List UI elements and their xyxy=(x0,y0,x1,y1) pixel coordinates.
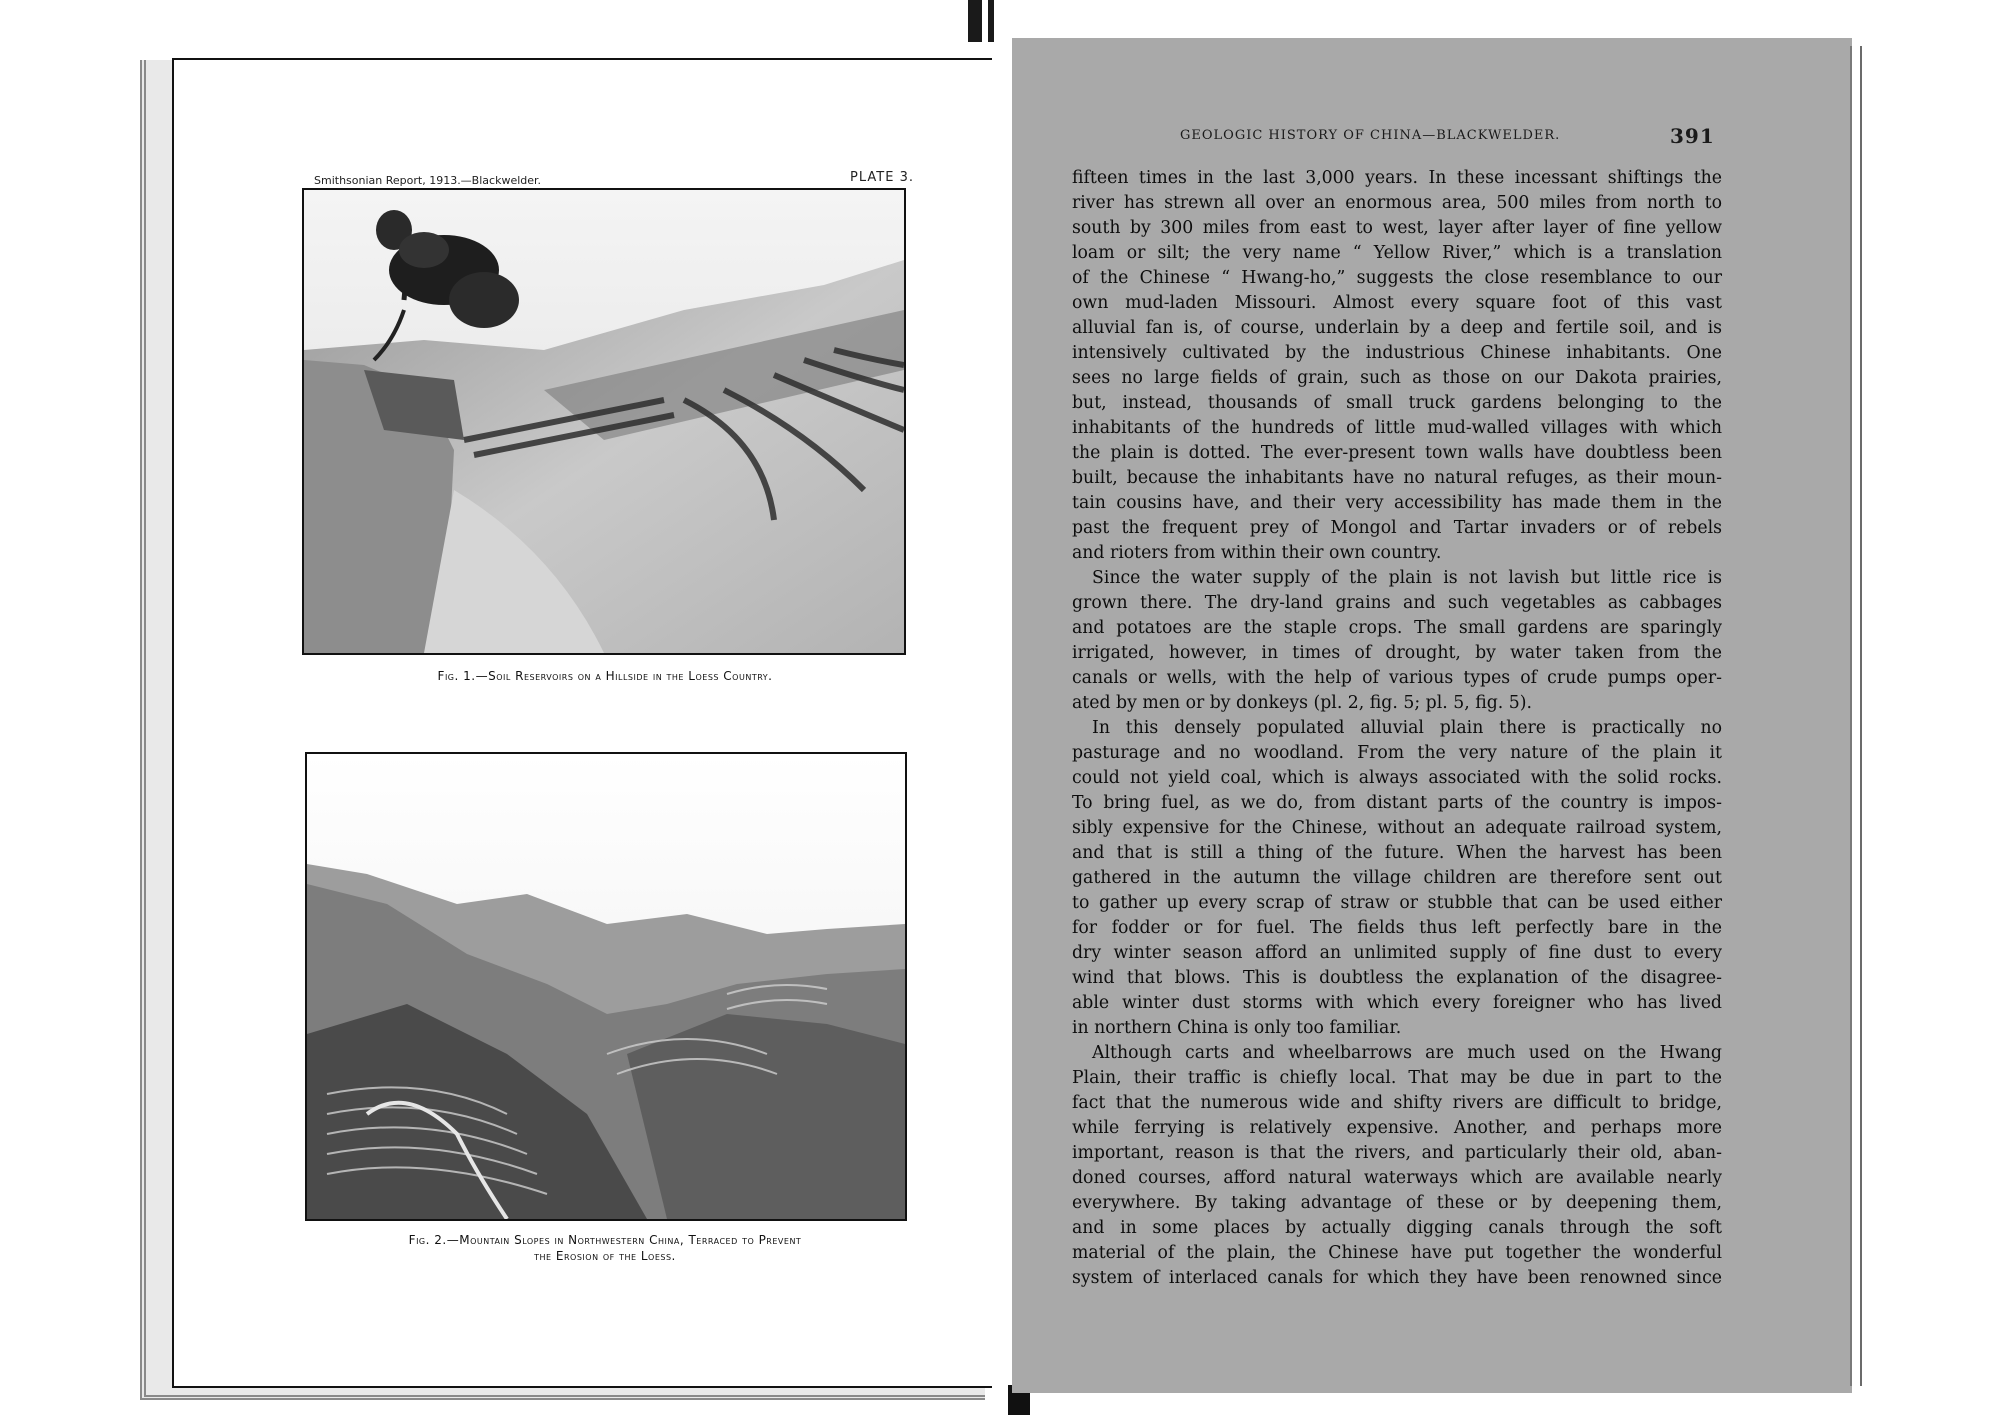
text-line: and potatoes are the staple crops. The small gardens are sparingly xyxy=(1072,618,1722,638)
text-line: fact that the numerous wide and shifty rivers are difficult to bridge, xyxy=(1072,1093,1722,1113)
text-line: in northern China is only too familiar. xyxy=(1072,1018,1402,1038)
text-line: irrigated, however, in times of drought, by water taken from the xyxy=(1072,643,1722,663)
series-label: Smithsonian Report, 1913.—Blackwelder. xyxy=(314,174,542,187)
text-line: and that is still a thing of the future. When the harvest has been xyxy=(1072,843,1722,863)
text-line: gathered in the autumn the village children are therefore sent out xyxy=(1072,868,1722,888)
text-line: material of the plain, the Chinese have put together the wonderful xyxy=(1072,1243,1722,1263)
text-line: tain cousins have, and their very accessibility has made them in the xyxy=(1072,493,1722,513)
soil-reservoirs-photo xyxy=(304,190,904,653)
figure-2-caption xyxy=(300,1232,910,1264)
bookmark-ribbon-thread xyxy=(988,0,994,42)
text-line: important, reason is that the rivers, and particularly their old, aban- xyxy=(1072,1143,1722,1163)
bookmark-ribbon xyxy=(968,0,982,42)
figure-2-photo xyxy=(305,752,907,1221)
text-line: loam or silt; the very name “ Yellow River,” which is a translation xyxy=(1072,243,1722,263)
text-line: of the Chinese “ Hwang-ho,” suggests the close resemblance to our xyxy=(1072,268,1722,288)
text-line: while ferrying is relatively expensive. Another, and perhaps more xyxy=(1072,1118,1722,1138)
text-line: ated by men or by donkeys (pl. 2, fig. 5; pl. 5, fig. 5). xyxy=(1072,693,1533,713)
text-line: south by 300 miles from east to west, layer after layer of fine yellow xyxy=(1072,218,1722,238)
text-line: doned courses, afford natural waterways which are available nearly xyxy=(1072,1168,1722,1188)
text-line: could not yield coal, which is always associated with the solid rocks. xyxy=(1072,768,1722,788)
terraced-mountains-photo xyxy=(307,754,905,1219)
text-line: system of interlaced canals for which they have been renowned since xyxy=(1072,1268,1722,1288)
text-line: inhabitants of the hundreds of little mud-walled villages with which xyxy=(1072,418,1722,438)
figure-1-caption: Fig. 1.—Soil Reservoirs on a Hillside in the Loess Country. xyxy=(437,669,773,683)
text-line: dry winter season afford an unlimited supply of fine dust to every xyxy=(1072,943,1722,963)
text-line: everywhere. By taking advantage of these or by deepening them, xyxy=(1072,1193,1722,1213)
text-line: for fodder or for fuel. The fields thus left perfectly bare in the xyxy=(1072,918,1722,938)
text-line: Plain, their traffic is chiefly local. That may be due in part to the xyxy=(1072,1068,1722,1088)
plate-header xyxy=(314,170,914,190)
running-head xyxy=(1180,124,1720,148)
text-line: and in some places by actually digging canals through the soft xyxy=(1072,1218,1722,1238)
text-line: built, because the inhabitants have no natural refuges, as their moun- xyxy=(1072,468,1722,488)
running-title: GEOLOGIC HISTORY OF CHINA—BLACKWELDER. xyxy=(1180,128,1561,143)
text-line: Although carts and wheelbarrows are much used on the Hwang xyxy=(1092,1043,1722,1063)
text-line: past the frequent prey of Mongol and Tartar invaders or of rebels xyxy=(1072,518,1722,538)
text-line: alluvial fan is, of course, underlain by a deep and fertile soil, and is xyxy=(1072,318,1722,338)
text-line: able winter dust storms with which every foreigner who has lived xyxy=(1072,993,1722,1013)
text-line: sibly expensive for the Chinese, without an adequate railroad system, xyxy=(1072,818,1722,838)
text-line: sees no large fields of grain, such as those on our Dakota prairies, xyxy=(1072,368,1722,388)
page-number: 391 xyxy=(1670,124,1715,148)
text-line: and rioters from within their own country. xyxy=(1072,543,1442,563)
text-line: to gather up every scrap of straw or stubble that can be used either xyxy=(1072,893,1722,913)
text-line: own mud-laden Missouri. Almost every square foot of this vast xyxy=(1072,293,1722,313)
text-line: river has strewn all over an enormous area, 500 miles from north to xyxy=(1072,193,1722,213)
text-line: In this densely populated alluvial plain there is practically no xyxy=(1092,718,1722,738)
figure-1-photo xyxy=(302,188,906,655)
text-line: wind that blows. This is doubtless the explanation of the disagree- xyxy=(1072,968,1722,988)
text-line: pasturage and no woodland. From the very nature of the plain it xyxy=(1072,743,1722,763)
text-line: canals or wells, with the help of various types of crude pumps oper- xyxy=(1072,668,1722,688)
figure-2-caption-line1: Fig. 2.—Mountain Slopes in Northwestern China, Terraced to Prevent xyxy=(408,1233,802,1247)
text-line: grown there. The dry-land grains and such vegetables as cabbages xyxy=(1072,593,1722,613)
text-line: fifteen times in the last 3,000 years. In these incessant shiftings the xyxy=(1072,168,1722,188)
text-line: Since the water supply of the plain is not lavish but little rice is xyxy=(1092,568,1722,588)
plate-number: PLATE 3. xyxy=(850,170,914,185)
text-line: intensively cultivated by the industrious Chinese inhabitants. One xyxy=(1072,343,1722,363)
text-line: To bring fuel, as we do, from distant parts of the country is impos- xyxy=(1072,793,1722,813)
body-text xyxy=(1072,166,1722,1291)
text-line: the plain is dotted. The ever-present town walls have doubtless been xyxy=(1072,443,1722,463)
figure-2-caption-line2: the Erosion of the Loess. xyxy=(534,1249,676,1263)
text-line: but, instead, thousands of small truck gardens belonging to the xyxy=(1072,393,1722,413)
